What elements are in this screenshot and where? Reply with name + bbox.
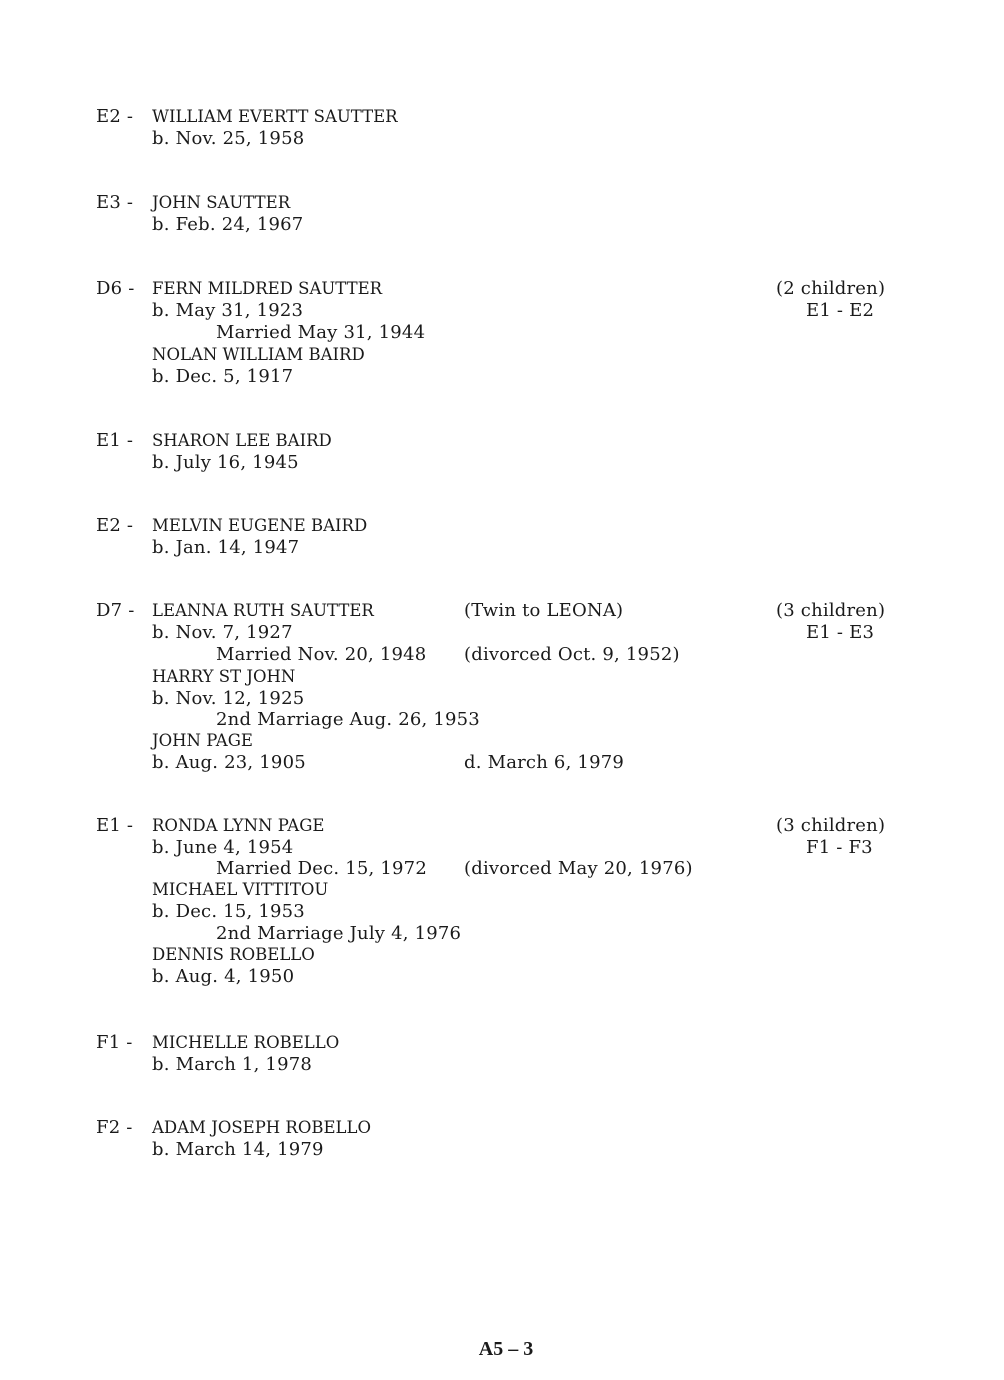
entry-code: F1 - — [96, 1032, 133, 1053]
entry-name: SHARON LEE BAIRD — [152, 431, 332, 450]
page-number: A5 – 3 — [478, 1338, 534, 1360]
spouse-name: NOLAN WILLIAM BAIRD — [152, 345, 365, 364]
marriage-date: Married Nov. 20, 1948 — [216, 644, 427, 665]
entry-birth: b. Feb. 24, 1967 — [152, 214, 304, 235]
children-range: E1 - E3 — [806, 622, 875, 643]
entry-name: MICHELLE ROBELLO — [152, 1033, 340, 1052]
divorce-date: (divorced May 20, 1976) — [464, 858, 693, 879]
entry-name: LEANNA RUTH SAUTTER — [152, 601, 374, 620]
entry-name: MELVIN EUGENE BAIRD — [152, 516, 368, 535]
entry-name: RONDA LYNN PAGE — [152, 816, 325, 835]
entry-birth: b. May 31, 1923 — [152, 300, 304, 321]
marriage-date: Married Dec. 15, 1972 — [216, 858, 427, 879]
second-spouse-birth: b. Aug. 23, 1905 — [152, 752, 306, 773]
spouse-name: HARRY ST JOHN — [152, 667, 296, 686]
entry-code: E2 - — [96, 515, 134, 536]
children-count: (3 children) — [776, 600, 886, 621]
entry-birth: b. Nov. 7, 1927 — [152, 622, 293, 643]
children-count: (2 children) — [776, 278, 886, 299]
entry-birth: b. March 14, 1979 — [152, 1139, 324, 1160]
entry-birth: b. July 16, 1945 — [152, 452, 299, 473]
twin-note: (Twin to LEONA) — [464, 600, 624, 621]
spouse-birth: b. Dec. 15, 1953 — [152, 901, 305, 922]
second-spouse-death: d. March 6, 1979 — [464, 752, 625, 773]
entry-code: D7 - — [96, 600, 135, 621]
second-marriage-date: 2nd Marriage July 4, 1976 — [216, 923, 462, 944]
entry-birth: b. June 4, 1954 — [152, 837, 294, 858]
entry-name: ADAM JOSEPH ROBELLO — [152, 1118, 371, 1137]
spouse-name: MICHAEL VITTITOU — [152, 880, 329, 899]
divorce-date: (divorced Oct. 9, 1952) — [464, 644, 680, 665]
entry-code: F2 - — [96, 1117, 133, 1138]
second-marriage-date: 2nd Marriage Aug. 26, 1953 — [216, 709, 480, 730]
entry-name: FERN MILDRED SAUTTER — [152, 279, 383, 298]
entry-code: E1 - — [96, 430, 134, 451]
entry-birth: b. Nov. 25, 1958 — [152, 128, 305, 149]
entry-name: WILLIAM EVERTT SAUTTER — [152, 107, 398, 126]
spouse-birth: b. Nov. 12, 1925 — [152, 688, 305, 709]
children-range: E1 - E2 — [806, 300, 875, 321]
entry-code: E2 - — [96, 106, 134, 127]
entry-code: E1 - — [96, 815, 134, 836]
entry-code: D6 - — [96, 278, 135, 299]
entry-birth: b. March 1, 1978 — [152, 1054, 313, 1075]
second-spouse-name: JOHN PAGE — [152, 731, 253, 750]
entry-birth: b. Jan. 14, 1947 — [152, 537, 300, 558]
marriage-date: Married May 31, 1944 — [216, 322, 426, 343]
entry-code: E3 - — [96, 192, 134, 213]
children-range: F1 - F3 — [806, 837, 873, 858]
spouse-birth: b. Dec. 5, 1917 — [152, 366, 294, 387]
entry-name: JOHN SAUTTER — [152, 193, 291, 212]
second-spouse-birth: b. Aug. 4, 1950 — [152, 966, 295, 987]
children-count: (3 children) — [776, 815, 886, 836]
second-spouse-name: DENNIS ROBELLO — [152, 945, 315, 964]
